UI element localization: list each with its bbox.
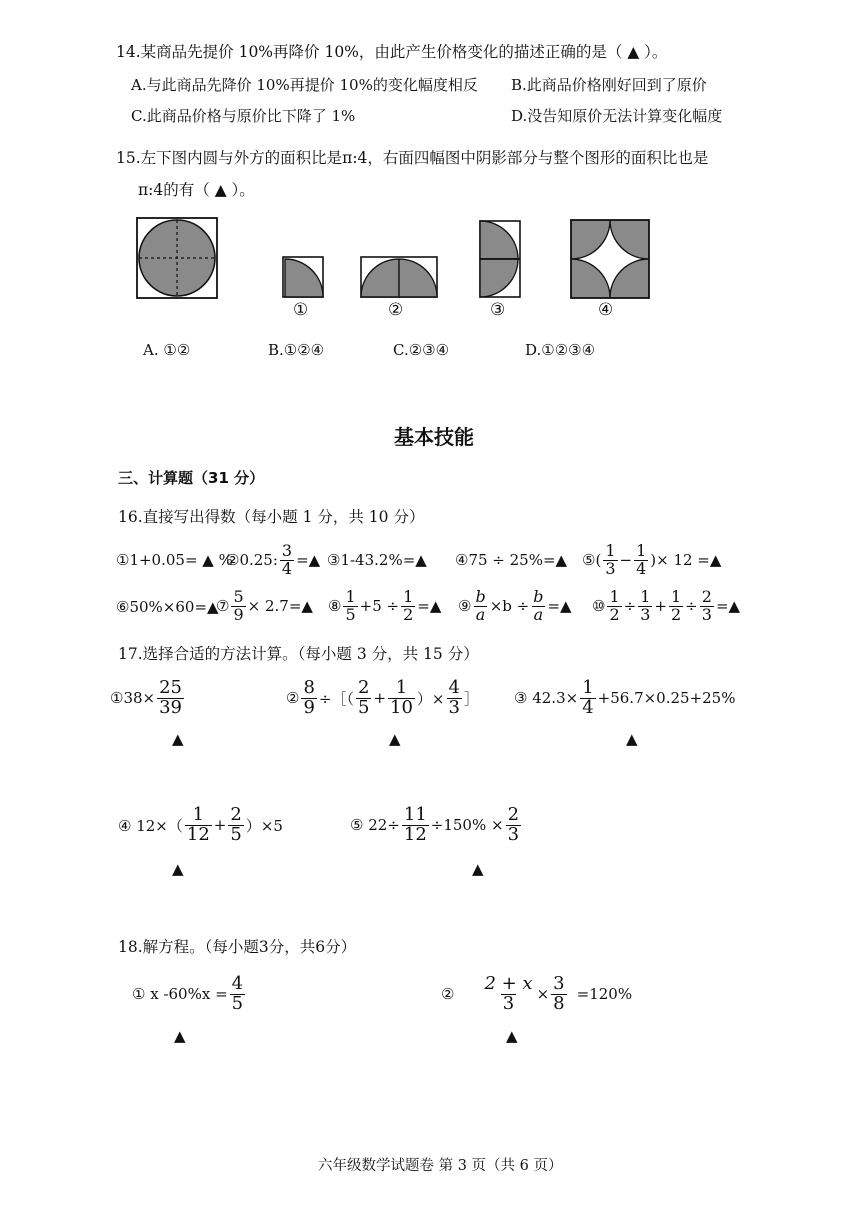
q17-problem-4: ④ 12×（ $\frac{1}{12}$ + $\frac{2}{5}$ ）×5 [118,803,283,845]
q15-stem-line2: π:4的有（ ▲ ）。 [138,181,255,199]
q15-option-d: D.①②③④ [525,341,596,359]
q14-option-b: B.此商品价格刚好回到了原价 [511,76,707,94]
q17-answer-mark-1: ▲ [172,730,184,748]
part3-title: 三、计算题（31 分） [118,469,265,487]
q16-item-1: ①1+0.05= ▲ % [116,551,233,569]
q17-answer-mark-4: ▲ [172,860,184,878]
q16-item-6: ⑥50%×60=▲ [116,598,219,616]
q15-stem-line1: 15.左下图内圆与外方的面积比是π:4，右面四幅图中阴影部分与整个图形的面积比也是 [116,149,709,167]
q14-option-d: D.没告知原价无法计算变化幅度 [511,107,723,125]
q16-row-1 [116,540,233,580]
q15-figure-label-1: ① [293,300,309,320]
q18-equation-2: ② $\frac{2 + x}{3}$ × $\frac{3}{8}$ =120% [441,972,633,1014]
q14-stem: 14.某商品先提价 10%再降价 10%，由此产生价格变化的描述正确的是（ ▲ ）。 [116,43,668,61]
q15-figure-1 [282,256,324,298]
q16-title: 16.直接写出得数（每小题 1 分，共 10 分） [118,508,425,526]
q15-figure-3 [479,220,521,298]
q18-answer-mark-2: ▲ [506,1027,518,1045]
q15-figure-label-3: ③ [490,300,506,320]
q16-item-5: ⑤( $\frac{1}{3}$ − $\frac{1}{4}$ )× 12 =▲ [582,540,722,578]
q16-item-2: ②0.25: $\frac{3}{4}$ =▲ [226,540,321,578]
section-title: 基本技能 [394,425,474,449]
q14-option-a: A.与此商品先降价 10%再提价 10%的变化幅度相反 [131,76,478,94]
q15-figure-label-2: ② [388,300,404,320]
q16-item-7: ⑦ $\frac{5}{9}$ × 2.7=▲ [216,586,313,624]
q16-item-4: ④75 ÷ 25%=▲ [455,551,568,569]
q15-option-b: B.①②④ [268,341,325,359]
q17-answer-mark-2: ▲ [389,730,401,748]
q15-figure-label-4: ④ [598,300,614,320]
q15-figure-4 [570,219,650,299]
q18-title: 18.解方程。（每小题3分，共6分） [118,938,357,956]
q15-figure-2 [360,256,438,298]
q17-problem-1: ①38× $\frac{25}{39}$ [110,676,183,718]
q16-item-8: ⑧ $\frac{1}{5}$ +5 ÷ $\frac{1}{2}$ =▲ [328,586,442,624]
q17-problem-3: ③ 42.3× $\frac{1}{4}$ +56.7×0.25+25% [514,676,736,718]
q14-option-c: C.此商品价格与原价比下降了 1% [131,107,356,125]
q17-answer-mark-5: ▲ [472,860,484,878]
q15-reference-figure [136,217,218,299]
q17-problem-5: ⑤ 22÷ $\frac{11}{12}$ ÷150% × $\frac{2}{3}$ [350,803,520,845]
q17-problem-2: ② $\frac{8}{9}$ ÷［（ $\frac{2}{5}$ + $\frac{1}{10}$ ）× $\frac{4}{3}$ ］ [286,676,479,718]
q17-title: 17.选择合适的方法计算。（每小题 3 分，共 15 分） [118,645,479,663]
page-footer: 六年级数学试题卷 第 3 页（共 6 页） [318,1158,563,1174]
q17-answer-mark-3: ▲ [626,730,638,748]
q18-equation-1: ① x -60%x = $\frac{4}{5}$ [132,972,244,1014]
q16-item-3: ③1-43.2%=▲ [327,551,427,569]
q18-answer-mark-1: ▲ [174,1027,186,1045]
q15-option-a: A. ①② [143,341,191,359]
q15-option-c: C.②③④ [393,341,450,359]
q16-item-10: ⑩ $\frac{1}{2}$ ÷ $\frac{1}{3}$ + $\frac{1}{2}$ ÷ $\frac{2}{3}$ =▲ [592,586,741,624]
q16-item-9: ⑨ $\frac{b}{a}$ ×b ÷ $\frac{b}{a}$ =▲ [458,586,572,624]
